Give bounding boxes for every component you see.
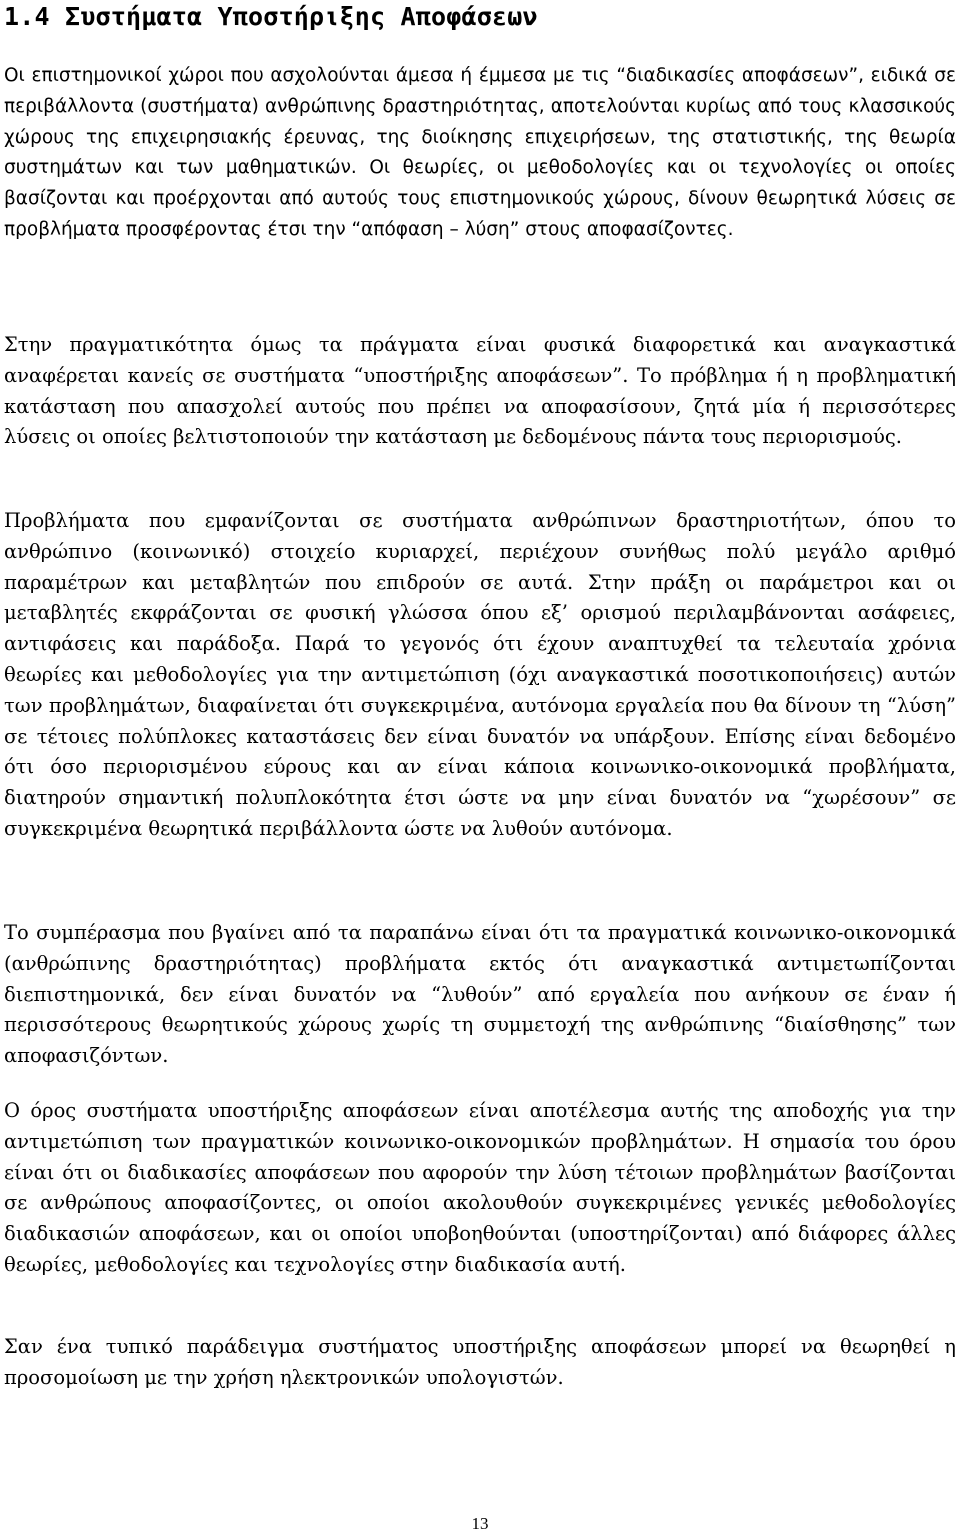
paragraph-5: Ο όρος συστήματα υποστήριξης αποφάσεων είναι αποτέλεσμα αυτής της αποδοχής για την αντιμετώπιση των πραγματικών κοινωνικο-οικονομικών προβλημάτων. Η σημασία του όρου είναι ότι οι διαδικασίες αποφάσεων που αφορούν την λύση τέτοιων προβλημάτων βασίζονται σε ανθρώπους αποφασίζοντες, οι οποίοι ακολουθούν συγκεκριμένες γενικές μεθοδολογίες διαδικασιών αποφάσεων, και οι οποίοι υποβοηθούνται (υποστηρίζονται) από διάφορες άλλες θεωρίες, μεθοδολογίες και τεχνολογίες στην διαδικασία αυτή. [4,1099,956,1276]
page-number: 13 [471,1514,489,1533]
paragraph-6: Σαν ένα τυπικό παράδειγμα συστήματος υποστήριξης αποφάσεων μπορεί να θεωρηθεί η προσομοίωση με την χρήση ηλεκτρονικών υπολογιστών. [4,1335,956,1389]
paragraph-3: Προβλήματα που εμφανίζονται σε συστήματα ανθρώπινων δραστηριοτήτων, όπου το ανθρώπινο (κοινωνικό) στοιχείο κυριαρχεί, περιέχουν συνήθως πολύ μεγάλο αριθμό παραμέτρων και μεταβλητών που επιδρούν σε αυτά. Στην πράξη οι παράμετροι και οι μεταβλητές εκφράζονται σε φυσική γλώσσα όπου εξ’ ορισμού περιλαμβάνονται ασάφειες, αντιφάσεις και παράδοξα. Παρά το γεγονός ότι έχουν αναπτυχθεί τα τελευταία χρόνια θεωρίες και μεθοδολογίες για την αντιμετώπιση (όχι αναγκαστικά ποσοτικοποιήσεις) αυτών των προβλημάτων, διαφαίνεται ότι συγκεκριμένα, αυτόνομα εργαλεία που θα δίνουν τη “λύση” σε τέτοιες πολύπλοκες καταστάσεις δεν είναι δυνατόν να υπάρξουν. Επίσης είναι δεδομένο ότι όσο περιορισμένου εύρους και αν είναι κάποια κοινωνικο-οικονομικά προβλήματα, διατηρούν σημαντική πολυπλοκότητα έτσι ώστε να μην είναι δυνατόν να “χωρέσουν” σε συγκεκριμένα θεωρητικά περιβάλλοντα ώστε να λυθούν αυτόνομα. [4,509,956,840]
paragraph-1: Οι επιστημονικοί χώροι που ασχολούνται άμεσα ή έμμεσα με τις “διαδικασίες αποφάσεων”, ειδικά σε περιβάλλοντα (συστήματα) ανθρώπινης δραστηριότητας, αποτελούνται κυρίως από τους κλασσικούς χώρους της επιχειρησιακής έρευνας, της διοίκησης επιχειρήσεων, της στατιστικής, της θεωρία συστημάτων και των μαθηματικών. Οι θεωρίες, οι μεθοδολογίες και οι τεχνολογίες οι οποίες βασίζονται και προέρχονται από αυτούς τους επιστημονικούς χώρους, δίνουν θεωρητικά λύσεις σε προβλήματα προσφέροντας έτσι την “απόφαση – λύση” στους αποφασίζοντες. [4,65,956,240]
section-heading: 1.4 Συστήματα Υποστήριξης Αποφάσεων [4,2,538,31]
paragraph-4: Το συμπέρασμα που βγαίνει από τα παραπάνω είναι ότι τα πραγματικά κοινωνικο-οικονομικά (ανθρώπινης δραστηριότητας) προβλήματα εκτός ότι αναγκαστικά αντιμετωπίζονται διεπιστημονικά, δεν είναι δυνατόν να “λυθούν” από εργαλεία που ανήκουν σε έναν ή περισσότερους θεωρητικούς χώρους χωρίς τη συμμετοχή της ανθρώπινης “διαίσθησης” των αποφασιζόντων. [4,921,956,1068]
paragraph-2: Στην πραγματικότητα όμως τα πράγματα είναι φυσικά διαφορετικά και αναγκαστικά αναφέρεται κανείς σε συστήματα “υποστήριξης αποφάσεων”. Το πρόβλημα ή η προβληματική κατάσταση που απασχολεί αυτούς που πρέπει να αποφασίσουν, ζητά μία ή περισσότερες λύσεις οι οποίες βελτιστοποιούν την κατάσταση με δεδομένους πάντα τους περιορισμούς. [4,333,956,449]
